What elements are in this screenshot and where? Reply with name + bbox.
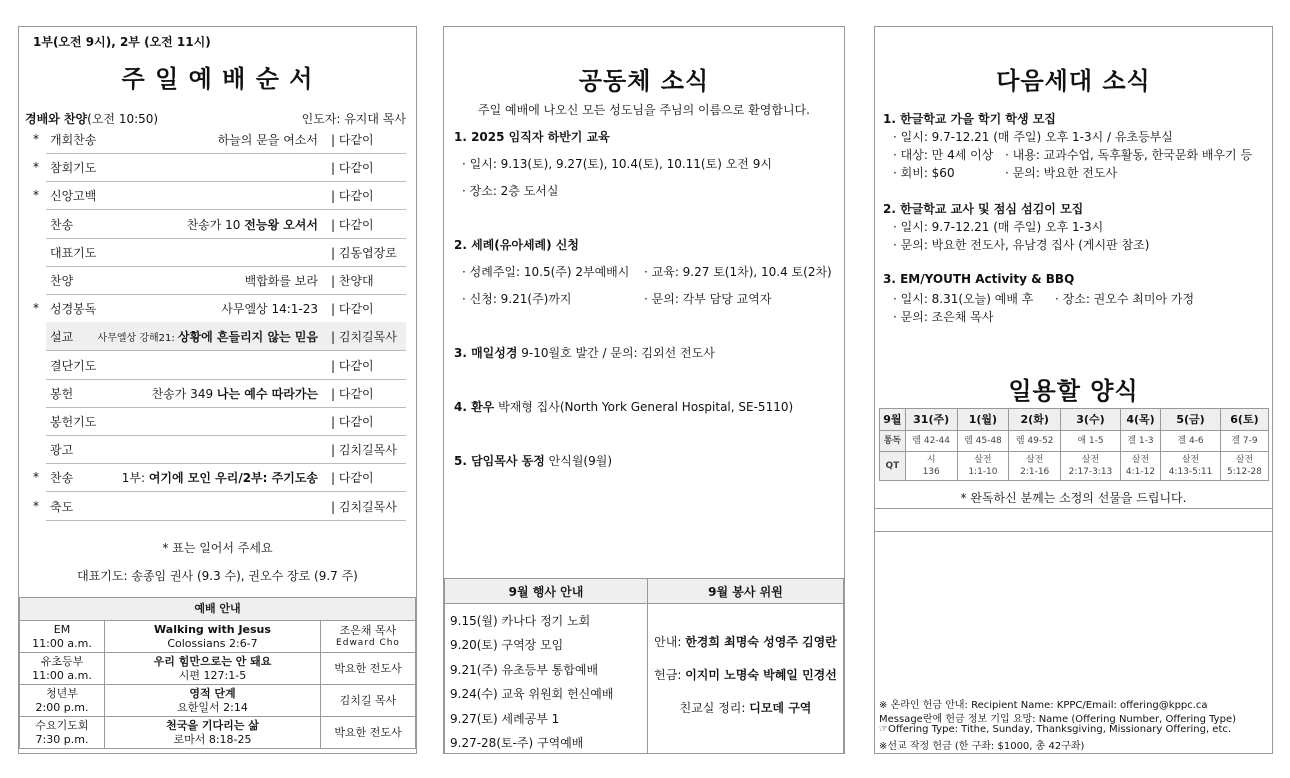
- item-2-contact: · 문의: 박요한 전도사, 유남경 집사 (게시판 참조): [893, 238, 1150, 252]
- order-item-title: 백합화를 보라: [244, 274, 318, 288]
- order-row: [46, 379, 406, 408]
- order-item-title: 나는 예수 따라가는: [216, 386, 318, 401]
- preacher-english: Edward Cho: [336, 638, 400, 648]
- event-item: 9.20(토) 구역장 모임: [450, 638, 564, 653]
- events-cell: [445, 604, 648, 755]
- worship-row: [20, 717, 416, 749]
- worship-service: [20, 621, 105, 653]
- order-item-leader: | 찬양대: [331, 274, 374, 288]
- order-item-leader: | 다같이: [331, 471, 374, 486]
- order-item-title: 전능왕 오셔서: [244, 217, 318, 232]
- read-cell: 겔 1-3: [1120, 431, 1160, 452]
- order-item-leader: | 다같이: [331, 386, 374, 401]
- order-row: [33, 492, 406, 521]
- preacher-name: 조은채 목사: [339, 624, 397, 637]
- order-item-leader: | 다같이: [331, 415, 374, 429]
- qt-book: 살전: [1081, 455, 1100, 465]
- worship-service: [20, 685, 105, 717]
- offering-line-4: ※선교 작정 헌금 (한 구좌: $1000, 총 42구좌): [879, 741, 1085, 752]
- order-item-name: 신앙고백: [50, 189, 97, 204]
- order-row: [33, 125, 406, 154]
- order-item-name: 광고: [50, 443, 74, 458]
- order-item-leader: | 다같이: [331, 133, 374, 147]
- worship-preacher: [321, 717, 416, 749]
- event-item: 9.24(수) 교육 위원회 헌신예배: [450, 687, 614, 702]
- order-item-leader: | 다같이: [331, 217, 374, 232]
- gift-note: * 완독하신 분께는 소정의 선물을 드립니다.: [960, 491, 1187, 505]
- bible-day-header: 1(월): [957, 409, 1009, 431]
- stand-marker: *: [33, 498, 39, 513]
- order-item-prefix: 1부:: [121, 471, 149, 486]
- news-2-apply: · 신청: 9.21(주)까지: [462, 292, 572, 306]
- order-item-content: [245, 272, 318, 289]
- worship-service: [20, 717, 105, 749]
- news-2-sacrament: · 성례주일: 10.5(주) 2부예배시: [462, 265, 630, 279]
- service-time: 2:00 p.m.: [35, 700, 89, 714]
- event-item: 9.27(토) 세례공부 1: [450, 711, 560, 726]
- praise-heading: 경배와 찬양(오전 10:50): [25, 112, 159, 126]
- read-cell: 겔 7-9: [1220, 431, 1268, 452]
- qt-passage: 2:1-16: [1020, 467, 1050, 477]
- news-2-title: 2. 세례(유아세례) 신청: [454, 238, 579, 252]
- worship-row: [20, 653, 416, 685]
- order-row: [33, 153, 406, 182]
- page-title: 주 일 예 배 순 서: [121, 65, 314, 93]
- news-4: 4. 환우 박재형 집사(North York General Hospital, SE-5110): [454, 400, 794, 414]
- order-item-content: [98, 328, 318, 345]
- worship-preacher: [321, 653, 416, 685]
- volunteer-role: 안내:: [654, 635, 686, 649]
- sermon-ref: Colossians 2:6-7: [167, 636, 258, 650]
- worship-service: [20, 653, 105, 685]
- item-2-date: · 일시: 9.7-12.21 (매 주일) 오후 1-3시: [893, 220, 1104, 234]
- order-item-content: [221, 300, 318, 317]
- community-news-panel: [443, 26, 845, 754]
- volunteer-names: 한경희 최명숙 성영주 김영란: [685, 635, 837, 649]
- service-name: 수요기도회: [35, 718, 89, 732]
- offering-line-3: ☞Offering Type: Tithe, Sunday, Thanksgiving, Missionary Offering, etc.: [879, 724, 1232, 735]
- sermon-ref: 시편 127:1-5: [178, 668, 247, 682]
- qt-passage: 4:1-12: [1125, 467, 1156, 477]
- worship-preacher: [321, 621, 416, 653]
- worship-info-table: [19, 597, 416, 749]
- bible-title: 일용할 양식: [1008, 377, 1139, 405]
- item-3-title: 3. EM/YOUTH Activity & BBQ: [883, 272, 1075, 286]
- order-item-name: 봉헌: [50, 386, 74, 401]
- qt-label: QT: [880, 452, 906, 481]
- bible-day-header: 9월: [880, 409, 906, 431]
- next-gen-title: 다음세대 소식: [996, 67, 1151, 95]
- order-item-title: 하늘의 문을 여소서: [217, 133, 318, 147]
- divider-band: [875, 508, 1272, 532]
- order-item-prefix: 사무엘상 강해21:: [97, 333, 178, 345]
- order-of-service-panel: [18, 26, 417, 754]
- qt-book: 살전: [1235, 455, 1254, 465]
- order-row: [46, 266, 406, 295]
- qt-cell: [1061, 452, 1121, 481]
- stand-marker: *: [33, 301, 39, 316]
- sermon-title: 우리 힘만으로는 안 돼요: [153, 654, 272, 668]
- item-2-title: 2. 한글학교 교사 및 점심 섬김이 모집: [883, 202, 1084, 216]
- sermon-title: 영적 단계: [189, 686, 236, 700]
- news-3: 3. 매일성경 9-10월호 발간 / 문의: 김외선 전도사: [454, 346, 715, 360]
- order-item-name: 개회찬송: [50, 133, 97, 147]
- order-row: [46, 210, 406, 239]
- community-title: 공동체 소식: [578, 67, 710, 95]
- welcome-text: 주일 예배에 나오신 모든 성도님을 주님의 이름으로 환영합니다.: [478, 103, 810, 117]
- bible-day-header: 6(토): [1220, 409, 1268, 431]
- item-3-date: · 일시: 8.31(오늘) 예배 후: [893, 292, 1034, 306]
- item-1-target: · 대상: 만 4세 이상: [893, 148, 994, 162]
- next-gen-panel: [874, 26, 1273, 754]
- news-2-education: · 교육: 9.27 토(1차), 10.4 토(2차): [644, 265, 832, 279]
- item-1-title: 1. 한글학교 가을 학기 학생 모집: [883, 112, 1056, 126]
- read-cell: 애 1-5: [1061, 431, 1121, 452]
- worship-row: [20, 621, 416, 653]
- worship-info-header: 예배 안내: [20, 598, 416, 621]
- order-item-name: 설교: [50, 330, 74, 345]
- qt-cell: [1220, 452, 1268, 481]
- qt-book: 살전: [1131, 455, 1150, 465]
- volunteer-names: 이지미 노명숙 박혜일 민경선: [685, 668, 837, 682]
- service-time: 11:00 a.m.: [32, 636, 92, 650]
- order-item-leader: | 다같이: [331, 358, 374, 373]
- preacher-name: 박요한 전도사: [334, 725, 402, 739]
- stand-marker: *: [33, 470, 39, 485]
- order-item-content: [187, 216, 318, 233]
- event-item: 9.27-28(토-주) 구역예배: [450, 735, 584, 750]
- read-cell: 겔 4-6: [1161, 431, 1221, 452]
- order-row: [33, 294, 406, 323]
- bible-reading-table: [879, 408, 1269, 481]
- item-3-place: · 장소: 권오수 최미아 가정: [1055, 292, 1195, 306]
- bible-day-header: 3(수): [1061, 409, 1121, 431]
- sermon-ref: 요한일서 2:14: [177, 700, 248, 714]
- bible-read-row: [880, 431, 1269, 452]
- preacher-name: 김치길 목사: [339, 693, 397, 707]
- volunteer-role: 헌금:: [654, 668, 686, 682]
- service-name: 청년부: [46, 686, 78, 700]
- sermon-title: Walking with Jesus: [154, 622, 271, 636]
- bible-header-row: [880, 409, 1269, 431]
- order-item-title: 사무엘상 14:1-23: [221, 302, 318, 317]
- preacher-name: 박요한 전도사: [334, 661, 402, 675]
- news-1-place: · 장소: 2층 도서실: [462, 184, 559, 198]
- volunteer-item: [649, 666, 842, 699]
- order-item-leader: | 다같이: [331, 189, 374, 204]
- bible-qt-row: [880, 452, 1269, 481]
- item-1-content: · 내용: 교과수업, 독후활동, 한국문화 배우기 등: [1005, 148, 1253, 162]
- order-item-name: 봉헌기도: [50, 415, 97, 429]
- service-name: EM: [53, 622, 71, 636]
- order-row: [46, 322, 406, 351]
- volunteers-cell: [648, 604, 844, 755]
- qt-book: 살전: [1026, 455, 1044, 465]
- order-item-leader: | 김치길목사: [331, 443, 397, 458]
- qt-passage: 4:13-5:11: [1168, 467, 1213, 477]
- qt-passage: 5:12-28: [1226, 467, 1262, 477]
- order-item-name: 참회기도: [50, 161, 97, 176]
- read-cell: 렘 42-44: [905, 431, 957, 452]
- stand-marker: *: [33, 132, 39, 146]
- news-5: 5. 담임목사 동정 안식월(9월): [454, 454, 613, 468]
- bible-day-header: 5(금): [1161, 409, 1221, 431]
- read-label: 통독: [880, 431, 906, 452]
- order-item-leader: | 다같이: [331, 161, 374, 176]
- service-times: 1부(오전 9시), 2부 (오전 11시): [33, 35, 211, 49]
- offering-line-2: Message란에 헌금 정보 기입 요망: Name (Offering Number, Offering Type): [879, 714, 1237, 725]
- order-item-name: 찬양: [50, 274, 74, 288]
- volunteer-names: 디모데 구역: [749, 701, 812, 715]
- read-cell: 렘 45-48: [957, 431, 1009, 452]
- news-2-contact: · 문의: 각부 담당 교역자: [644, 292, 772, 306]
- service-time: 7:30 p.m.: [35, 732, 89, 746]
- worship-row: [20, 685, 416, 717]
- order-row: [46, 238, 406, 267]
- qt-passage: 1:1-10: [968, 467, 998, 477]
- qt-passage: 136: [922, 467, 940, 477]
- qt-cell: [1009, 452, 1061, 481]
- worship-sermon: [105, 653, 321, 685]
- qt-book: 살전: [1181, 455, 1200, 465]
- order-row: [46, 407, 406, 436]
- order-item-leader: | 김치길목사: [331, 499, 397, 514]
- qt-cell: [957, 452, 1009, 481]
- order-row: [46, 351, 406, 380]
- qt-book: 살전: [974, 455, 992, 465]
- offering-line-1: ※ 온라인 헌금 안내: Recipient Name: KPPC/Email: offering@kppc.ca: [879, 700, 1208, 711]
- order-item-title: 상황에 흔들리지 않는 믿음: [177, 330, 318, 345]
- bible-day-header: 2(화): [1009, 409, 1061, 431]
- item-1-date: · 일시: 9.7-12.21 (매 주일) 오후 1-3시 / 유초등부실: [893, 130, 1173, 144]
- qt-passage: 2:17-3:13: [1068, 467, 1113, 477]
- bible-day-header: 31(주): [905, 409, 957, 431]
- order-item-leader: | 김치길목사: [331, 330, 397, 345]
- worship-sermon: [105, 685, 321, 717]
- order-item-name: 축도: [50, 499, 74, 514]
- worship-preacher: [321, 685, 416, 717]
- order-item-content: [218, 131, 318, 148]
- order-item-name: 성경봉독: [50, 302, 97, 317]
- order-item-leader: | 다같이: [331, 302, 374, 317]
- volunteers-header: 9월 봉사 위원: [648, 579, 844, 604]
- service-time: 11:00 a.m.: [32, 668, 92, 682]
- prayer-note: 대표기도: 송종임 권사 (9.3 수), 권오수 장로 (9.7 주): [77, 569, 358, 583]
- order-item-name: 찬송: [50, 471, 74, 486]
- event-item: 9.15(월) 카나다 정기 노회: [450, 614, 591, 628]
- news-1-title: 1. 2025 임직자 하반기 교육: [454, 130, 610, 144]
- praise-leader: 인도자: 유지대 목사: [301, 112, 406, 126]
- stand-marker: *: [33, 160, 39, 175]
- order-row: [33, 463, 406, 492]
- item-1-fee: · 회비: $60: [893, 166, 955, 180]
- worship-sermon: [105, 621, 321, 653]
- order-item-content: [122, 469, 318, 486]
- event-item: 9.21(주) 유초등부 통합예배: [450, 662, 599, 677]
- volunteer-item: [649, 699, 842, 732]
- order-item-prefix: 찬송가 10: [186, 217, 245, 232]
- order-item-title: 여기에 모인 우리/2부: 주기도송: [148, 471, 318, 486]
- order-item-name: 결단기도: [50, 358, 97, 373]
- item-1-contact: · 문의: 박요한 전도사: [1005, 166, 1118, 180]
- order-row: [33, 181, 406, 210]
- order-item-leader: | 김동엽장로: [331, 245, 397, 260]
- sermon-ref: 로마서 8:18-25: [173, 732, 252, 746]
- order-row: [46, 435, 406, 464]
- bible-day-header: 4(목): [1120, 409, 1160, 431]
- qt-cell: [1120, 452, 1160, 481]
- stand-marker: *: [33, 188, 39, 203]
- item-3-contact: · 문의: 조은채 목사: [893, 310, 994, 324]
- order-item-name: 대표기도: [50, 245, 97, 260]
- read-cell: 렘 49-52: [1009, 431, 1061, 452]
- qt-cell: [905, 452, 957, 481]
- worship-sermon: [105, 717, 321, 749]
- stand-note: * 표는 일어서 주세요: [162, 541, 273, 555]
- september-table: [444, 578, 844, 754]
- news-1-date: · 일시: 9.13(토), 9.27(토), 10.4(토), 10.11(토) 오전 9시: [462, 157, 772, 171]
- order-item-prefix: 찬송가 349: [151, 386, 217, 401]
- volunteer-item: [649, 633, 842, 666]
- order-item-name: 찬송: [50, 217, 74, 232]
- qt-cell: [1161, 452, 1221, 481]
- sermon-title: 천국을 기다리는 삶: [166, 718, 259, 732]
- service-name: 유초등부: [40, 654, 84, 668]
- events-header: 9월 행사 안내: [445, 579, 648, 604]
- order-item-content: [152, 385, 318, 402]
- qt-book: 시: [926, 455, 936, 465]
- volunteer-role: 친교실 정리:: [679, 701, 750, 715]
